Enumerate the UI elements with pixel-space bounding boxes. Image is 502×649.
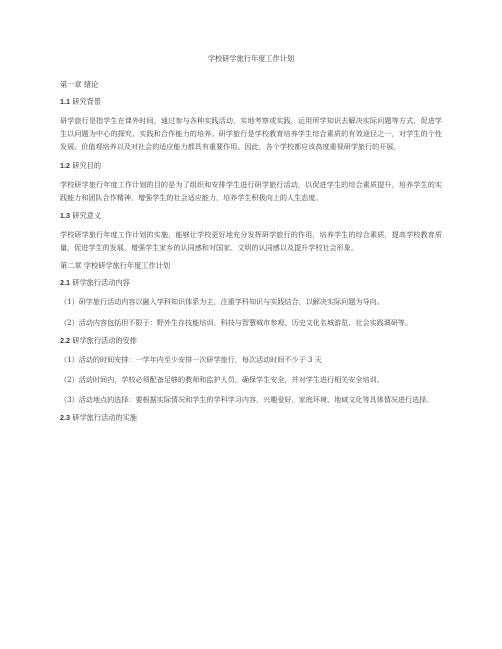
- section-2-2-paragraph-3: （3）活动地点的选择：要根据实际情况和学生的学科学习内容、兴趣爱好、家庭环境、地域文化等具体情况进行选择。: [60, 395, 434, 405]
- section-number: 1.2: [60, 160, 70, 170]
- section-number: 2.2: [60, 335, 70, 345]
- section-label: 研学旅行活动的安排: [70, 335, 137, 345]
- section-1-1-heading: [60, 97, 442, 107]
- section-2-1-heading: [60, 278, 442, 288]
- chapter-2-heading: 第二章 学校研学旅行年度工作计划: [60, 261, 171, 271]
- section-1-3-paragraph: 学校研学旅行年度工作计划的实施，能够让学校更好地充分发挥研学旅行的作用，培养学生的综合素质，提高学校教育质量，促进学生的发展，增强学生家乡的认同感和对国家、文明的认同感以及提升学校社会形象。: [60, 230, 442, 253]
- section-2-1-paragraph-1: （1）研学旅行活动内容以融入学科知识体系为主，注重学科知识与实践结合，以解决实际问题为导向。: [60, 297, 384, 307]
- section-2-3-heading: [60, 413, 442, 423]
- section-number: 1.1: [60, 97, 70, 106]
- section-label: 研究背景: [70, 97, 102, 106]
- section-2-2-paragraph-2: （2）活动时间内，学校必须配备足够的教师和监护人员，确保学生安全，并对学生进行相关安全培训。: [60, 375, 384, 385]
- section-2-2-heading: [60, 336, 442, 346]
- section-1-3-heading: [60, 211, 442, 221]
- document-title: 学校研学旅行年度工作计划: [207, 54, 295, 63]
- section-2-1-paragraph-2: （2）活动内容包括但不限于：野外生存技能培训、科技与智慧城市参观、历史文化名城游览、社会实践调研等。: [60, 317, 413, 327]
- section-label: 研学旅行活动的实施: [70, 413, 137, 423]
- chapter-1-heading: 第一章 绪论: [60, 80, 99, 89]
- section-number: 2.3: [60, 413, 70, 423]
- section-1-2-paragraph: 学校研学旅行年度工作计划的目的是为了组织和安排学生进行研学旅行活动，以促进学生的综合素质提升，培养学生的实践能力和团队合作精神，增强学生的社会适应能力，培养学生积极向上的人生态度。: [60, 179, 442, 202]
- section-2-2-paragraph-1: （1）活动的时间安排：一学年内至少安排一次研学旅行，每次活动时间不少于 3 天: [60, 354, 322, 364]
- section-1-2-heading: [60, 161, 442, 171]
- section-number: 1.3: [60, 211, 70, 221]
- section-label: 研究目的: [70, 160, 102, 170]
- section-label: 研究意义: [70, 211, 102, 221]
- section-label: 研学旅行活动内容: [70, 278, 130, 288]
- section-number: 2.1: [60, 278, 70, 288]
- section-1-1-paragraph: 研学旅行是指学生在课外时间，通过参与各种实践活动，实地考察或实践，运用所学知识去解决实际问题等方式，促进学生以问题为中心的探究、实践和合作能力的培养。研学旅行是学校教育培养学生综合素质的有效途径之一，对学生的个性发展、价值观培养以及对社会的适应能力都具有重要作用。因此，各个学校都应该高度重视研学旅行的开展。: [60, 116, 442, 152]
